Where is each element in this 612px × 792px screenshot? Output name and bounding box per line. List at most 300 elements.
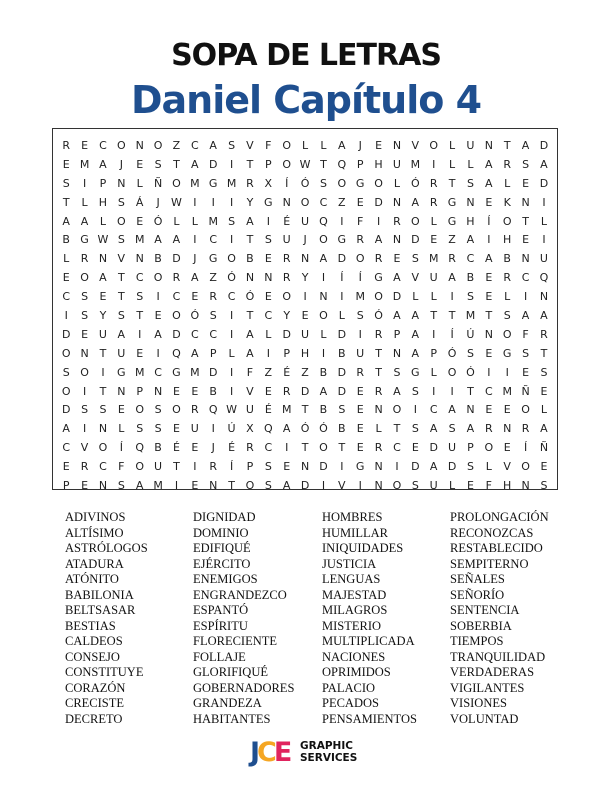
grid-letter: I	[285, 441, 289, 455]
grid-letter: S	[466, 460, 474, 474]
grid-letter: G	[208, 176, 218, 190]
grid-letter: P	[393, 327, 401, 341]
grid-letter: X	[246, 422, 254, 436]
grid-letter: O	[392, 403, 402, 417]
grid-letter: S	[356, 309, 364, 323]
grid-letter: A	[540, 157, 548, 171]
grid-letter: R	[190, 403, 199, 417]
grid-letter: A	[411, 195, 420, 209]
grid-letter: D	[447, 460, 457, 474]
grid-letter: W	[97, 233, 109, 247]
grid-letter: D	[392, 290, 402, 304]
grid-letter: S	[154, 157, 162, 171]
grid-letter: L	[430, 214, 437, 228]
grid-letter: I	[340, 290, 344, 304]
word-list-item: DIGNIDAD	[193, 510, 256, 524]
grid-letter: Ó	[190, 309, 200, 323]
word-list-item: VISIONES	[450, 696, 507, 710]
word-list-item: PECADOS	[322, 696, 379, 710]
grid-letter: A	[282, 479, 291, 493]
grid-row	[57, 477, 553, 496]
grid-letter: T	[375, 365, 382, 379]
grid-letter: H	[300, 346, 310, 360]
grid-letter: T	[62, 195, 70, 209]
grid-letter: T	[246, 233, 254, 247]
word-list-item: LENGUAS	[322, 572, 381, 586]
grid-letter: S	[522, 346, 530, 360]
grid-letter: B	[62, 233, 70, 247]
grid-letter: Ó	[410, 176, 420, 190]
grid-letter: U	[539, 252, 548, 266]
word-list-item: VERDADERAS	[450, 665, 535, 679]
grid-letter: N	[521, 479, 530, 493]
grid-letter: R	[282, 384, 291, 398]
grid-letter: B	[154, 252, 162, 266]
word-list-item: VIGILANTES	[450, 680, 525, 695]
grid-letter: S	[117, 479, 125, 493]
grid-letter: Z	[172, 139, 181, 152]
word-list-item: MAJESTAD	[322, 587, 387, 602]
grid-letter: N	[282, 195, 291, 209]
grid-letter: D	[374, 195, 383, 209]
grid-letter: U	[448, 441, 457, 455]
grid-letter: N	[539, 290, 549, 304]
grid-letter: T	[503, 139, 511, 152]
grid-letter: I	[523, 290, 528, 304]
grid-letter: G	[355, 460, 365, 474]
grid-letter: S	[136, 422, 144, 436]
grid-letter: G	[447, 195, 457, 209]
grid-letter: N	[135, 252, 144, 266]
page-subtitle: Daniel Capítulo 4	[130, 78, 482, 122]
grid-letter: C	[393, 441, 401, 455]
grid-letter: O	[172, 309, 181, 323]
grid-letter: P	[467, 441, 474, 455]
grid-letter: N	[374, 460, 383, 474]
grid-row	[57, 458, 553, 477]
grid-letter: M	[190, 365, 200, 379]
grid-letter: D	[337, 384, 347, 398]
grid-letter: S	[154, 403, 162, 417]
grid-letter: E	[503, 441, 511, 455]
grid-letter: O	[337, 176, 347, 190]
word-list-item: JUSTICIA	[322, 556, 377, 571]
grid-letter: D	[172, 327, 181, 341]
grid-letter: A	[99, 157, 107, 171]
grid-letter: N	[245, 271, 255, 285]
grid-letter: C	[154, 365, 162, 379]
grid-letter: A	[521, 139, 530, 152]
grid-letter: U	[301, 327, 310, 341]
grid-letter: S	[117, 309, 125, 323]
grid-letter: Q	[263, 422, 273, 436]
grid-letter: P	[356, 157, 364, 171]
grid-letter: O	[61, 346, 71, 360]
grid-letter: A	[191, 346, 199, 360]
grid-letter: S	[81, 309, 89, 323]
grid-letter: E	[485, 271, 493, 285]
grid-letter: M	[502, 384, 512, 398]
logo-line-2: SERVICES	[300, 752, 358, 764]
grid-letter: É	[283, 214, 291, 228]
grid-letter: E	[191, 441, 199, 455]
grid-letter: D	[429, 441, 438, 455]
grid-letter: E	[485, 346, 493, 360]
grid-letter: I	[321, 271, 326, 285]
grid-letter: T	[301, 441, 309, 455]
grid-letter: T	[136, 309, 144, 323]
grid-letter: F	[118, 460, 125, 474]
word-list-item: BABILONIA	[65, 587, 134, 602]
word-list-item: ASTRÓLOGOS	[65, 541, 148, 555]
word-list-item: ALTÍSIMO	[65, 525, 124, 540]
grid-letter: R	[521, 422, 530, 436]
grid-letter: G	[80, 233, 89, 247]
grid-letter: E	[485, 403, 493, 417]
grid-letter: S	[466, 176, 474, 190]
grid-letter: P	[246, 460, 254, 474]
grid-letter: E	[356, 441, 364, 455]
word-list-item: GRANDEZA	[193, 696, 262, 710]
grid-letter: O	[80, 365, 89, 379]
grid-row	[57, 383, 553, 402]
grid-letter: W	[299, 157, 311, 171]
grid-letter: R	[172, 271, 181, 285]
grid-letter: Y	[246, 195, 254, 209]
grid-letter: J	[303, 233, 307, 247]
word-list-item: NACIONES	[322, 649, 386, 664]
word-list-item: SOBERBIA	[450, 618, 512, 633]
grid-letter: L	[448, 479, 456, 493]
grid-letter: N	[209, 479, 218, 493]
grid-letter: N	[117, 176, 126, 190]
grid-letter: R	[503, 157, 512, 171]
grid-letter: I	[321, 346, 326, 360]
grid-letter: A	[80, 214, 89, 228]
grid-letter: R	[209, 290, 218, 304]
logo-text	[300, 740, 357, 764]
grid-letter: R	[356, 233, 365, 247]
grid-letter: E	[264, 290, 272, 304]
grid-letter: S	[393, 365, 401, 379]
grid-letter: C	[429, 403, 438, 417]
grid-letter: S	[540, 479, 548, 493]
grid-letter: S	[264, 460, 272, 474]
grid-letter: Á	[135, 195, 144, 209]
grid-letter: N	[153, 384, 163, 398]
grid-letter: Ó	[374, 309, 383, 323]
grid-letter: R	[429, 195, 438, 209]
grid-letter: N	[98, 252, 108, 266]
grid-letter: R	[374, 327, 383, 341]
grid-letter: N	[521, 195, 530, 209]
grid-letter: Ñ	[539, 441, 549, 455]
grid-letter: I	[340, 460, 344, 474]
word-list-item: EDIFIQUÉ	[193, 541, 251, 555]
grid-letter: D	[539, 176, 549, 190]
grid-letter: S	[338, 403, 346, 417]
grid-letter: C	[227, 290, 236, 304]
grid-letter: J	[119, 157, 123, 171]
grid-letter: O	[80, 271, 89, 285]
grid-letter: N	[80, 346, 89, 360]
grid-letter: A	[209, 139, 217, 152]
grid-letter: T	[448, 176, 456, 190]
grid-letter: H	[503, 233, 512, 247]
grid-letter: S	[522, 157, 530, 171]
grid-letter: T	[393, 422, 401, 436]
grid-letter: T	[173, 460, 180, 474]
grid-letter: I	[82, 422, 87, 436]
grid-letter: L	[412, 290, 419, 304]
grid-letter: S	[540, 365, 548, 379]
grid-letter: C	[172, 290, 181, 304]
grid-letter: E	[540, 460, 548, 474]
grid-letter: N	[374, 403, 383, 417]
grid-letter: E	[430, 233, 438, 247]
grid-letter: G	[208, 252, 218, 266]
grid-letter: D	[282, 327, 291, 341]
word-list-item: ESPANTÓ	[193, 603, 249, 617]
grid-letter: I	[376, 214, 381, 228]
grid-letter: N	[98, 422, 108, 436]
grid-letter: I	[450, 384, 454, 398]
grid-letter: I	[542, 195, 546, 209]
grid-letter: Ó	[153, 214, 163, 228]
grid-letter: A	[338, 139, 346, 152]
grid-letter: D	[61, 327, 71, 341]
grid-letter: I	[487, 365, 491, 379]
grid-letter: O	[300, 195, 310, 209]
grid-letter: T	[522, 214, 529, 228]
grid-row	[57, 194, 553, 213]
grid-letter: I	[101, 365, 105, 379]
grid-letter: E	[375, 139, 383, 152]
grid-letter: A	[62, 214, 70, 228]
grid-letter: R	[209, 460, 218, 474]
grid-letter: L	[320, 327, 327, 341]
grid-letter: Í	[358, 271, 362, 285]
grid-row	[57, 401, 553, 420]
grid-letter: R	[374, 441, 383, 455]
grid-letter: C	[135, 271, 144, 285]
word-list-item: HOMBRES	[322, 510, 383, 524]
grid-letter: L	[320, 139, 327, 152]
grid-letter: I	[432, 327, 436, 341]
grid-letter: F	[357, 214, 364, 228]
logo-line-1: GRAPHIC	[300, 740, 353, 752]
grid-letter: T	[301, 403, 309, 417]
grid-letter: A	[411, 327, 420, 341]
grid-letter: E	[540, 384, 548, 398]
grid-letter: E	[264, 384, 272, 398]
grid-letter: Ó	[227, 271, 236, 285]
grid-letter: D	[337, 252, 347, 266]
grid-letter: Í	[340, 271, 344, 285]
grid-letter: Q	[539, 271, 549, 285]
grid-letter: L	[81, 195, 88, 209]
grid-row	[57, 307, 553, 326]
grid-letter: S	[411, 422, 419, 436]
grid-letter: T	[540, 346, 548, 360]
grid-letter: Í	[450, 327, 454, 341]
grid-letter: N	[392, 346, 402, 360]
grid-letter: U	[429, 479, 438, 493]
grid-letter: N	[484, 327, 493, 341]
grid-letter: E	[136, 346, 144, 360]
grid-letter: N	[484, 139, 493, 152]
word-list-item: ENEMIGOS	[193, 572, 258, 586]
grid-letter: A	[429, 422, 438, 436]
grid-letter: I	[64, 309, 68, 323]
grid-letter: E	[62, 157, 70, 171]
grid-letter: M	[79, 157, 90, 171]
grid-letter: A	[485, 176, 493, 190]
grid-letter: D	[61, 403, 71, 417]
grid-letter: E	[191, 384, 199, 398]
grid-letter: A	[485, 157, 493, 171]
grid-letter: A	[246, 327, 254, 341]
grid-letter: P	[264, 157, 272, 171]
grid-letter: N	[98, 479, 108, 493]
grid-letter: A	[154, 327, 162, 341]
jce-logo	[250, 737, 362, 769]
grid-letter: L	[136, 176, 143, 190]
grid-letter: K	[503, 195, 511, 209]
grid-letter: E	[466, 479, 474, 493]
grid-letter: R	[356, 365, 365, 379]
grid-letter: M	[208, 214, 218, 228]
grid-letter: M	[134, 365, 145, 379]
grid-letter: A	[466, 422, 475, 436]
grid-letter: G	[172, 365, 181, 379]
word-list-item: CORAZÓN	[65, 680, 126, 695]
grid-letter: N	[135, 139, 144, 152]
grid-letter: O	[410, 214, 420, 228]
grid-letter: O	[319, 309, 328, 323]
word-list-item: ADIVINOS	[65, 510, 126, 524]
grid-letter: P	[62, 479, 70, 493]
grid-letter: U	[154, 460, 163, 474]
grid-letter: I	[174, 479, 179, 493]
grid-letter: O	[135, 403, 145, 417]
grid-letter: I	[487, 233, 491, 247]
word-list-item: TIEMPOS	[450, 634, 504, 648]
grid-letter: M	[281, 403, 292, 417]
grid-row	[57, 137, 553, 156]
word-list-item: PENSAMIENTOS	[322, 711, 417, 726]
grid-letter: S	[117, 233, 125, 247]
grid-letter: S	[99, 403, 107, 417]
grid-letter: L	[228, 346, 235, 360]
grid-letter: B	[503, 252, 511, 266]
grid-letter: I	[156, 290, 160, 304]
grid-letter: I	[358, 479, 362, 493]
grid-letter: E	[136, 214, 144, 228]
grid-letter: E	[522, 365, 530, 379]
grid-letter: Ó	[245, 290, 255, 304]
grid-letter: R	[246, 441, 254, 455]
grid-letter: D	[208, 157, 218, 171]
grid-letter: P	[136, 384, 143, 398]
grid-letter: U	[392, 157, 401, 171]
grid-letter: I	[193, 460, 197, 474]
grid-letter: Y	[301, 271, 309, 285]
grid-letter: Í	[229, 460, 234, 474]
grid-letter: G	[337, 233, 347, 247]
grid-letter: O	[502, 214, 512, 228]
grid-letter: L	[504, 290, 511, 304]
grid-row	[57, 326, 553, 345]
grid-letter: O	[319, 233, 328, 247]
grid-letter: Ñ	[521, 384, 530, 398]
grid-letter: L	[540, 214, 547, 228]
grid-letter: L	[375, 422, 382, 436]
grid-letter: D	[300, 384, 310, 398]
grid-letter: A	[540, 422, 548, 436]
grid-letter: L	[448, 139, 456, 152]
grid-letter: O	[172, 176, 181, 190]
grid-letter: V	[117, 252, 126, 266]
word-list-item: BELTSASAR	[65, 603, 136, 617]
grid-letter: B	[209, 384, 217, 398]
grid-letter: Q	[208, 403, 218, 417]
page-title: SOPA DE LETRAS	[171, 38, 441, 73]
grid-letter: Ó	[319, 422, 328, 436]
grid-letter: E	[485, 290, 493, 304]
grid-letter: Ú	[227, 422, 236, 436]
grid-letter: E	[117, 403, 125, 417]
grid-letter: I	[229, 309, 234, 323]
grid-letter: O	[227, 252, 236, 266]
grid-letter: H	[466, 214, 475, 228]
word-list-item: VOLUNTAD	[450, 711, 519, 726]
grid-letter: O	[319, 441, 328, 455]
word-list-item: OPRIMIDOS	[322, 665, 391, 679]
grid-letter: O	[447, 365, 457, 379]
grid-letter: O	[521, 460, 530, 474]
grid-letter: R	[80, 460, 89, 474]
grid-letter: É	[172, 441, 180, 455]
grid-letter: C	[319, 195, 328, 209]
letter-grid	[52, 128, 558, 493]
grid-letter: G	[411, 365, 420, 379]
grid-letter: F	[265, 139, 272, 152]
grid-letter: T	[485, 309, 493, 323]
grid-letter: S	[62, 365, 70, 379]
grid-letter: L	[430, 365, 437, 379]
grid-letter: A	[374, 233, 383, 247]
grid-letter: S	[448, 422, 456, 436]
grid-letter: W	[226, 403, 237, 417]
grid-letter: A	[466, 233, 475, 247]
grid-letter: C	[264, 441, 273, 455]
grid-letter: P	[209, 346, 217, 360]
grid-letter: V	[80, 441, 89, 455]
grid-letter: T	[430, 309, 438, 323]
grid-letter: I	[505, 365, 509, 379]
grid-letter: I	[229, 233, 234, 247]
grid-letter: S	[228, 139, 236, 152]
grid-letter: S	[411, 384, 419, 398]
grid-letter: E	[522, 176, 530, 190]
grid-letter: M	[428, 252, 439, 266]
grid-letter: V	[338, 479, 346, 493]
grid-letter: O	[98, 441, 108, 455]
grid-letter: Ú	[466, 327, 475, 341]
grid-row	[57, 269, 553, 288]
grid-letter: M	[226, 176, 237, 190]
